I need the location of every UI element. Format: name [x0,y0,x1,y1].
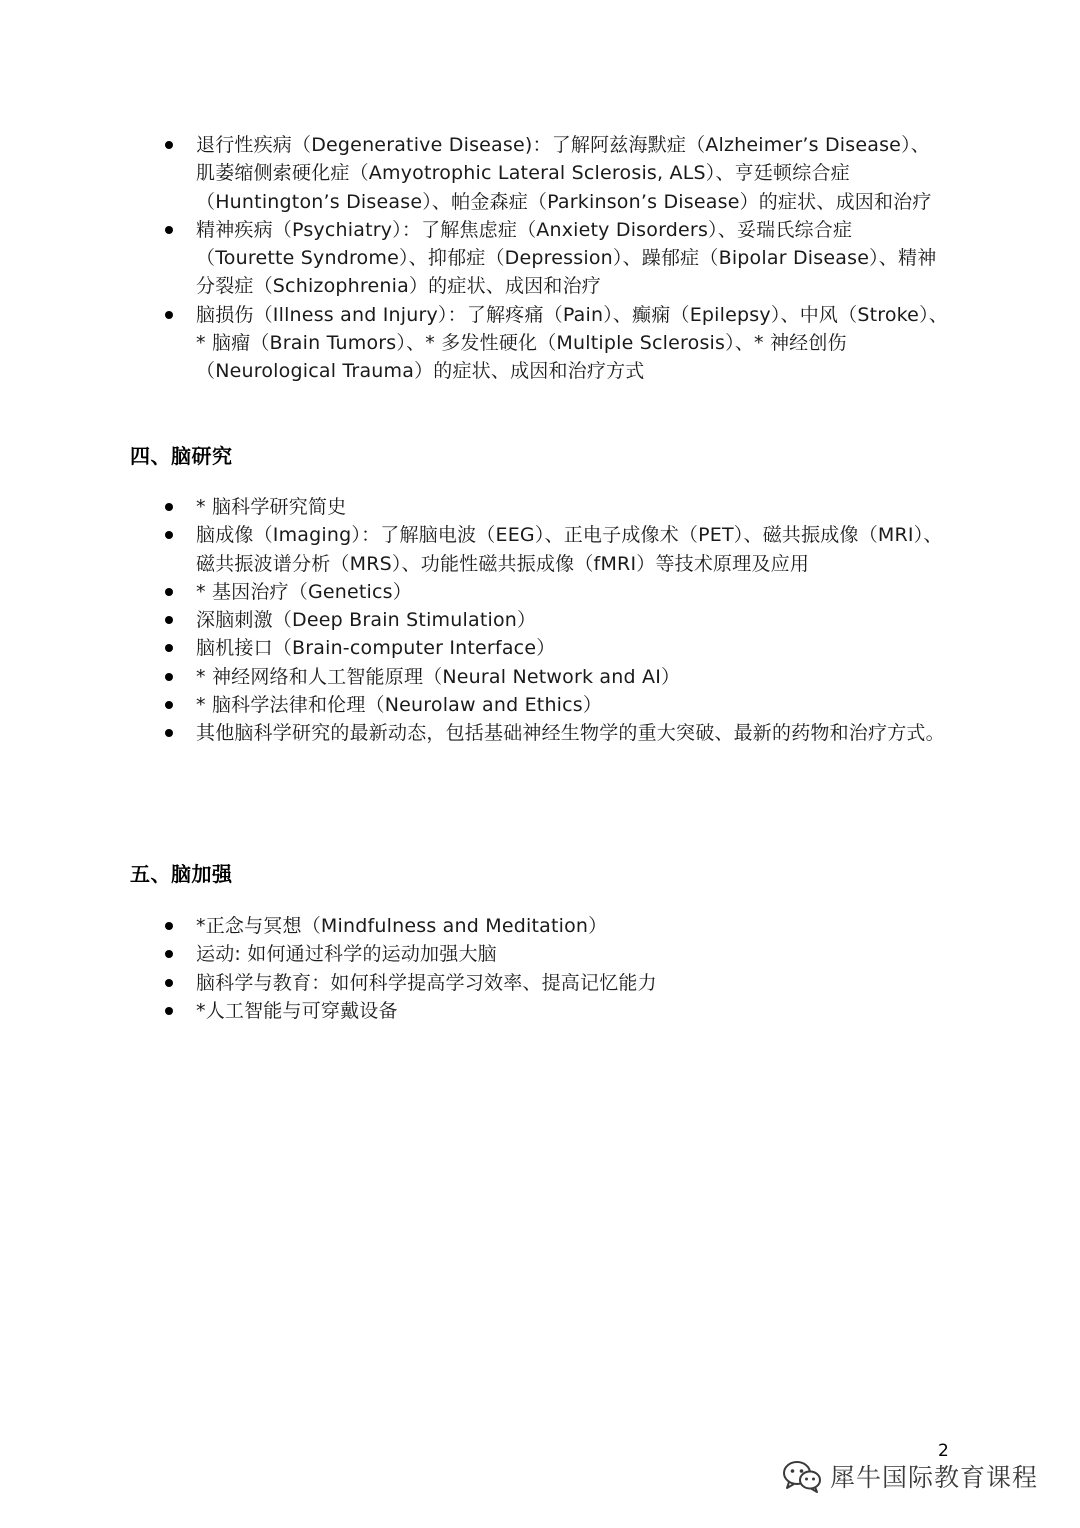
watermark-text: 犀牛国际教育课程 [830,1463,1039,1492]
list-item-text: * 神经网络和人工智能原理（Neural Network and AI） [196,665,681,688]
list-item-text: * 脑科学法律和伦理（Neurolaw and Ethics） [196,694,603,717]
list-item [162,997,948,1025]
list-item-text: 深脑刺激（Deep Brain Stimulation） [196,609,537,632]
list-item [162,940,948,968]
list-item-text: 退行性疾病（Degenerative Disease)：了解阿兹海默症（Alzheimer’s Disease）、肌萎缩侧索硬化症（Amyotrophic Lateral Sclerosis, ALS）、亨廷顿综合症（Huntington’s Disease）、帕金森症（Parkinson’s Disease）的症状、成因和治疗 [196,134,932,213]
list-item-text: *正念与冥想（Mindfulness and Meditation） [196,915,608,937]
bullet-icon [165,644,173,652]
list-item-text: 脑机接口（Brain-computer Interface） [196,637,556,660]
bullet-icon [165,226,173,234]
list-item [162,521,948,578]
brain-research-list [162,493,948,748]
bullet-icon [165,531,173,539]
list-item-text: 脑成像（Imaging）：了解脑电波（EEG）、正电子成像术（PET）、磁共振成像（MRI）、磁共振波谱分析（MRS）、功能性磁共振成像（fMRI）等技术原理及应用 [196,524,943,575]
bullet-icon [165,503,173,511]
list-item [162,691,948,719]
bullet-icon [165,673,173,681]
list-item [162,578,948,606]
list-item [162,912,948,940]
list-item [162,969,948,997]
bullet-icon [165,1007,173,1015]
bullet-icon [165,979,173,987]
brain-enhancement-list [162,912,948,1025]
list-item [162,606,948,634]
section-heading-brain-enhancement: 五、脑加强 [130,862,233,886]
bullet-icon [165,616,173,624]
list-item [162,216,948,301]
wechat-icon [782,1459,822,1493]
bullet-icon [165,729,173,737]
bullet-icon [165,141,173,149]
bullet-icon [165,950,173,958]
watermark [782,1458,1038,1494]
list-item-text: 脑损伤（Illness and Injury）：了解疼痛（Pain）、癫痫（Epilepsy）、中风（Stroke）、* 脑瘤（Brain Tumors）、* 多发性硬化（Multiple Sclerosis）、* 神经创伤（Neurological Trauma）的症状、成因和治疗方式 [196,303,948,383]
list-item-text: * 基因治疗（Genetics） [196,580,412,603]
bullet-icon [165,311,173,319]
list-item-text: 脑科学与教育：如何科学提高学习效率、提高记忆能力 [196,971,657,994]
list-item [162,663,948,691]
list-item-text: *人工智能与可穿戴设备 [196,999,398,1022]
page-number: 2 [938,1441,949,1461]
bullet-icon [165,701,173,709]
section-heading-brain-research: 四、脑研究 [130,444,233,468]
list-item [162,301,948,386]
list-item-text: 精神疾病（Psychiatry）：了解焦虑症（Anxiety Disorders）、妥瑞氏综合症（Tourette Syndrome）、抑郁症（Depression）、躁郁症（Bipolar Disease）、精神分裂症（Schizophrenia）的症状、成因和治疗 [196,218,937,298]
list-item [162,719,948,747]
list-item-text: 运动: 如何通过科学的运动加强大脑 [196,943,497,966]
list-item [162,634,948,662]
bullet-icon [165,588,173,596]
list-item [162,493,948,521]
list-item-text: 其他脑科学研究的最新动态，包括基础神经生物学的重大突破、最新的药物和治疗方式。 [196,722,945,745]
bullet-icon [165,922,173,930]
list-item-text: * 脑科学研究简史 [196,496,347,518]
list-item [162,131,948,216]
disease-list [162,131,948,386]
